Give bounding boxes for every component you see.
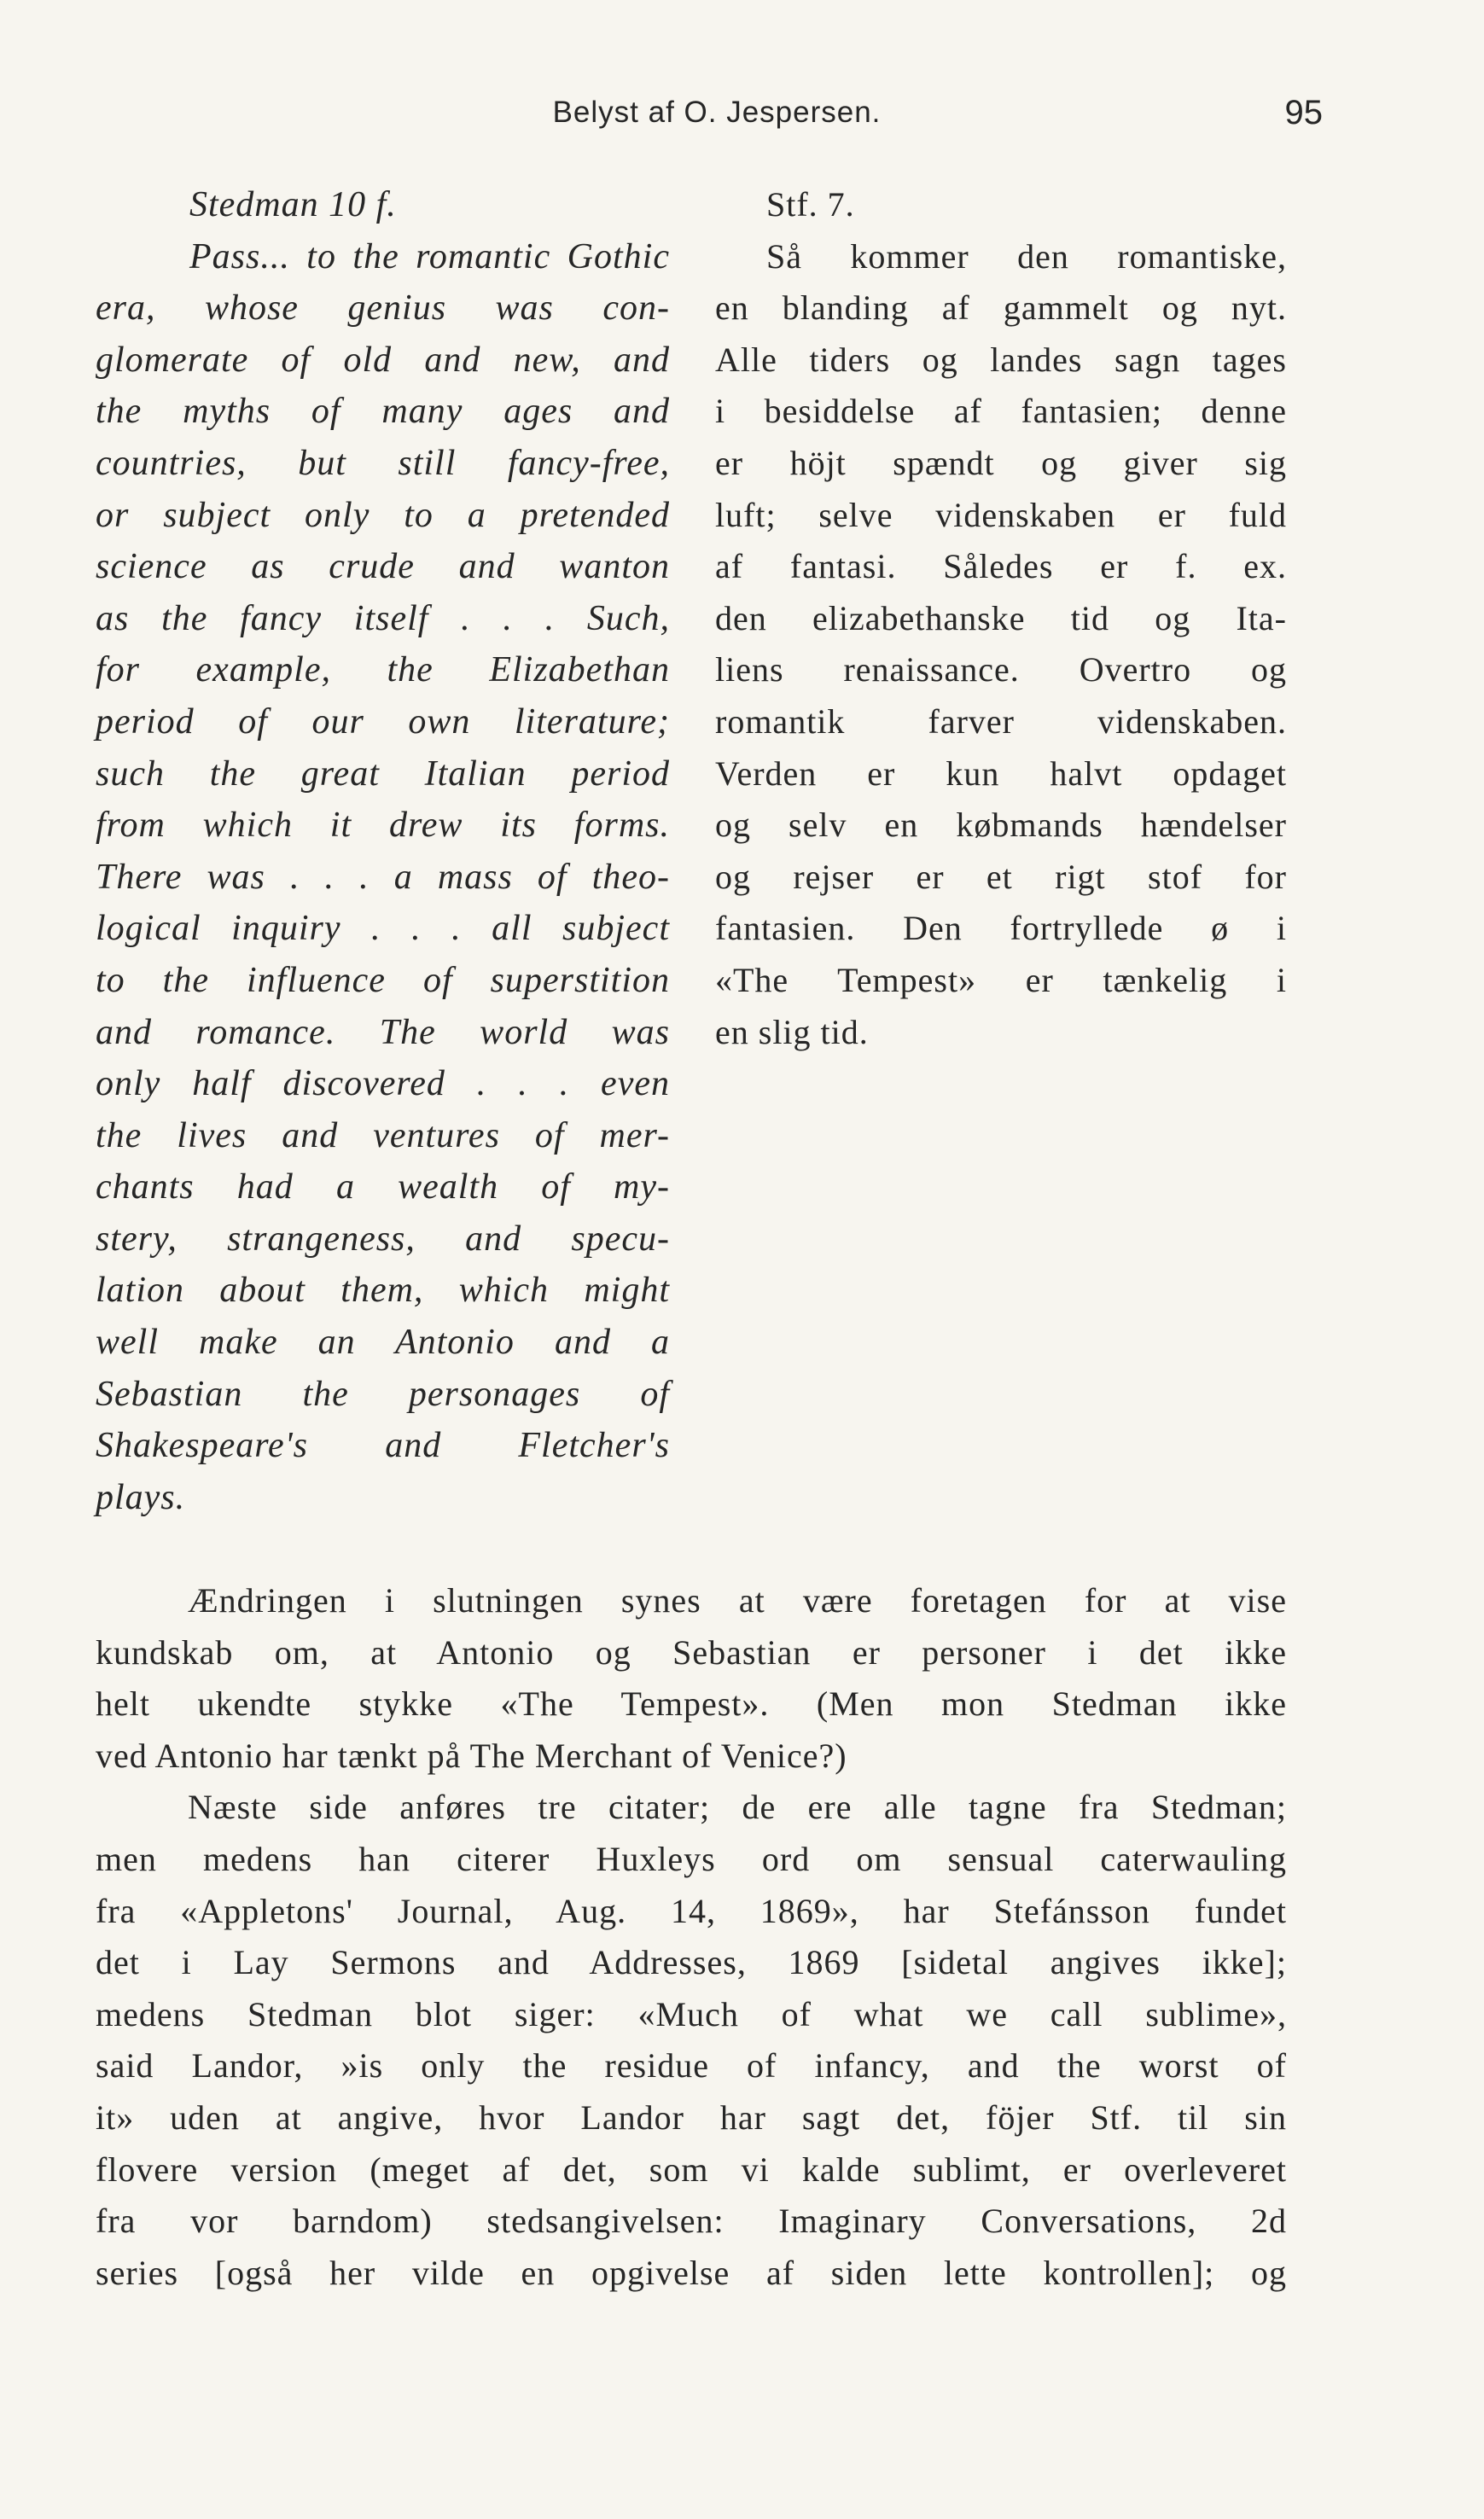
left-line: plays. [96, 1477, 186, 1517]
body-line: Næste side anføres tre citater; de ere alle tagne fra Stedman; [188, 1788, 1287, 1827]
commentary-paragraphs [96, 1574, 1287, 2298]
left-line: and romance. The world was [96, 1012, 670, 1052]
left-line: Pass... to the romantic Gothic [189, 236, 670, 276]
left-line: chants had a wealth of my- [96, 1167, 670, 1207]
left-line: for example, the Elizabethan [96, 650, 670, 690]
body-line: ved Antonio har tænkt på The Merchant of Venice?) [96, 1736, 847, 1775]
left-line: era, whose genius was con- [96, 288, 670, 329]
right-line: af fantasi. Således er f. ex. [715, 547, 1287, 586]
left-line: or subject only to a pretended [96, 495, 670, 535]
body-line: men medens han citerer Huxleys ord om sensual caterwauling [96, 1839, 1287, 1878]
body-line: series [også her vilde en opgivelse af siden lette kontrollen]; og [96, 2253, 1287, 2292]
right-line: og selv en købmands hændelser [715, 806, 1287, 845]
right-line: romantik farver videnskaben. [715, 701, 1287, 741]
danish-translation-column [715, 179, 1287, 1058]
left-line: only half discovered . . . even [96, 1064, 670, 1104]
body-line: fra «Appletons' Journal, Aug. 14, 1869», har Stefánsson fundet [96, 1891, 1287, 1930]
left-line: from which it drew its forms. [96, 806, 670, 846]
right-line: luft; selve videnskaben er fuld [715, 495, 1287, 534]
left-line: There was . . . a mass of theo- [96, 857, 670, 897]
right-line: Verden er kun halvt opdaget [715, 753, 1287, 793]
left-line: such the great Italian period [96, 753, 670, 794]
right-line: fantasien. Den fortryllede ø i [715, 909, 1287, 948]
right-line: liens renaissance. Overtro og [715, 650, 1287, 689]
left-line: logical inquiry . . . all subject [96, 909, 670, 949]
right-line: og rejser er et rigt stof for [715, 857, 1287, 896]
left-line: the myths of many ages and [96, 392, 670, 432]
left-line: to the influence of superstition [96, 960, 670, 1000]
body-line: said Landor, »is only the residue of infancy, and the worst of [96, 2046, 1287, 2086]
right-column-heading: Stf. 7. [766, 185, 855, 224]
left-line: Shakespeare's and Fletcher's [96, 1426, 670, 1466]
left-line: glomerate of old and new, and [96, 340, 670, 380]
body-line: medens Stedman blot siger: «Much of what we call sublime», [96, 1994, 1287, 2033]
body-line: kundskab om, at Antonio og Sebastian er personer i det ikke [96, 1632, 1287, 1672]
left-line: Sebastian the personages of [96, 1374, 670, 1414]
right-line: i besiddelse af fantasien; denne [715, 392, 1287, 431]
right-line: en slig tid. [715, 1012, 869, 1051]
right-line: Alle tiders og landes sagn tages [715, 340, 1287, 379]
right-line: Så kommer den romantiske, [766, 236, 1287, 276]
right-line: er höjt spændt og giver sig [715, 443, 1287, 482]
left-line: science as crude and wanton [96, 547, 670, 587]
right-line: «The Tempest» er tænkelig i [715, 960, 1287, 999]
left-line: countries, but still fancy-free, [96, 443, 670, 483]
body-line: det i Lay Sermons and Addresses, 1869 [sidetal angives ikke]; [96, 1943, 1287, 1982]
body-line: flovere version (meget af det, som vi kalde sublimt, er overleveret [96, 2150, 1287, 2189]
running-header: Belyst af O. Jespersen. [552, 96, 882, 129]
body-line: helt ukendte stykke «The Tempest». (Men mon Stedman ikke [96, 1684, 1287, 1724]
body-line: fra vor barndom) stedsangivelsen: Imaginary Conversations, 2d [96, 2202, 1287, 2241]
right-line: en blanding af gammelt og nyt. [715, 288, 1287, 328]
left-line: stery, strangeness, and specu- [96, 1219, 670, 1259]
right-line: den elizabethanske tid og Ita- [715, 598, 1287, 637]
left-line: the lives and ventures of mer- [96, 1115, 670, 1155]
body-line: Ændringen i slutningen synes at være foretagen for at vise [188, 1581, 1287, 1620]
left-column-heading: Stedman 10 f. [189, 185, 397, 224]
body-line: it» uden at angive, hvor Landor har sagt det, föjer Stf. til sin [96, 2097, 1287, 2137]
left-line: well make an Antonio and a [96, 1323, 670, 1363]
english-quote-column [96, 179, 670, 1523]
left-line: as the fancy itself . . . Such, [96, 598, 670, 638]
page-number: 95 [1284, 94, 1323, 131]
left-line: period of our own literature; [96, 701, 670, 742]
left-line: lation about them, which might [96, 1271, 670, 1311]
